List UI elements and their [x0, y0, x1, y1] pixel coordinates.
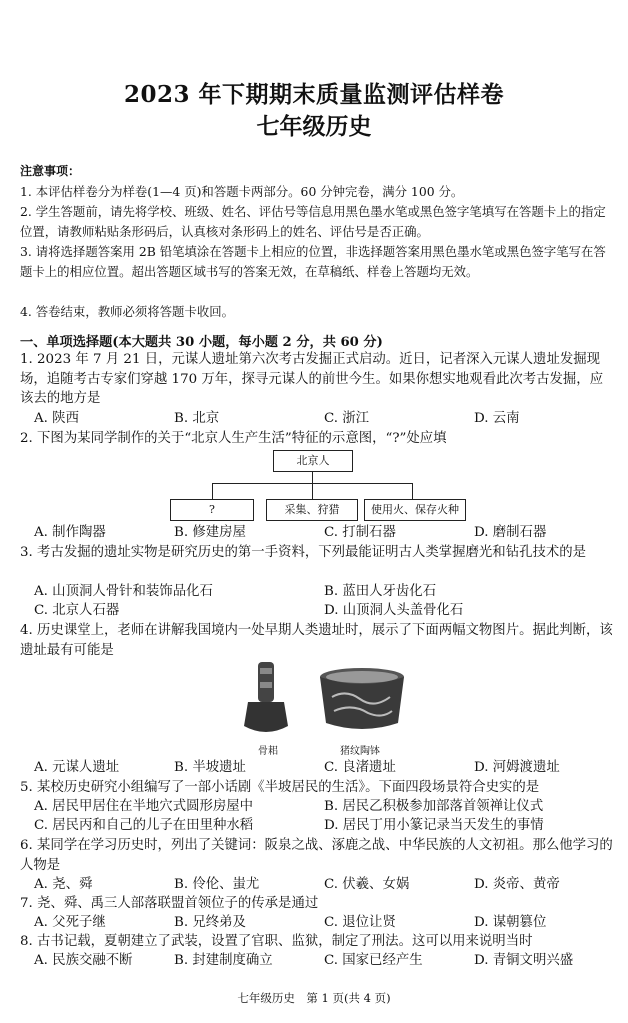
caption-bone-spade: 骨耜: [258, 746, 278, 757]
option-c: C. 打制石器: [324, 525, 396, 540]
option-a: A. 父死子继: [34, 915, 106, 930]
option-b: B. 伶伦、蚩尤: [174, 877, 260, 892]
question-4-stem: 4. 历史课堂上，老师在讲解我国境内一处早期人类遗址时，展示了下面两幅文物图片。据此判断，该遗址最有可能是: [20, 623, 613, 658]
option-c: C. 良渚遗址: [324, 760, 396, 775]
diagram-root-box: 北京人: [273, 450, 353, 472]
option-d: D. 河姆渡遗址: [474, 760, 560, 775]
option-a: A. 民族交融不断: [34, 953, 133, 968]
exam-title: 2023 年下期期末质量监测评估样卷: [123, 81, 505, 108]
option-a: A. 元谋人遗址: [34, 760, 120, 775]
option-c: C. 国家已经产生: [324, 953, 423, 968]
pig-pattern-bowl-image: [312, 665, 412, 737]
option-d: D. 青铜文明兴盛: [474, 953, 574, 968]
option-a: A. 山顶洞人骨针和装饰品化石: [34, 584, 213, 599]
option-b: B. 半坡遗址: [174, 760, 246, 775]
option-d: D. 谋朝篡位: [474, 915, 547, 930]
option-c: C. 伏羲、女娲: [324, 877, 410, 892]
question-3-stem: 3. 考古发掘的遗址实物是研究历史的第一手资料，下列最能证明古人类掌握磨光和钻孔技术的是: [20, 545, 587, 560]
option-b: B. 居民乙积极参加部落首领禅让仪式: [324, 799, 544, 814]
option-b: B. 修建房屋: [174, 525, 246, 540]
question-5-stem: 5. 某校历史研究小组编写了一部小话剧《半坡居民的生活》。下面四段场景符合史实的是: [20, 780, 540, 795]
option-c: C. 退位让贤: [324, 915, 396, 930]
diagram-fire-box: 使用火、保存火种: [364, 499, 466, 521]
caption-pig-bowl: 猪纹陶钵: [340, 746, 380, 757]
diagram-unknown-box: ?: [170, 499, 254, 521]
option-a: A. 居民甲居住在半地穴式圆形房屋中: [34, 799, 254, 814]
option-c: C. 浙江: [324, 411, 370, 426]
option-c: C. 居民丙和自己的儿子在田里种水稻: [34, 818, 254, 833]
option-a: A. 尧、舜: [34, 877, 93, 892]
notice-item: 4. 答卷结束，教师必须将答题卡收回。: [20, 304, 235, 319]
diagram-gathering-box: 采集、狩猎: [266, 499, 358, 521]
question-8-stem: 8. 古书记载，夏朝建立了武装，设置了官职、监狱，制定了刑法。这可以用来说明当时: [20, 934, 533, 949]
option-d: D. 磨制石器: [474, 525, 547, 540]
notice-item: 3. 请将选择题答案用 2B 铅笔填涂在答题卡上相应的位置，非选择题答案用黑色墨水笔或黑色签字笔写在答题卡上的相应位置。超出答题区域书写的答案无效，在草稿纸、样卷上答题均无效。: [20, 244, 606, 279]
option-c: C. 北京人石器: [34, 603, 120, 618]
option-b: B. 蓝田人牙齿化石: [324, 584, 437, 599]
bone-spade-image: [236, 660, 296, 740]
option-a: A. 陕西: [34, 411, 79, 426]
option-b: B. 兄终弟及: [174, 915, 246, 930]
notice-item: 2. 学生答题前，请先将学校、班级、姓名、评估号等信息用黑色墨水笔或黑色签字笔填写在答题卡上的指定位置，请教师粘贴条形码后，认真核对条形码上的姓名、评估号是否正确。: [20, 204, 606, 239]
page-footer: 七年级历史 第 1 页(共 4 页): [237, 991, 391, 1005]
question-2-stem: 2. 下图为某同学制作的关于“北京人生产生活”特征的示意图，“?”处应填: [20, 431, 447, 446]
question-6-stem: 6. 某同学在学习历史时，列出了关键词：阪泉之战、涿鹿之战、中华民族的人文初祖。那么他学习的人物是: [20, 838, 613, 873]
option-a: A. 制作陶器: [34, 525, 106, 540]
option-b: B. 北京: [174, 411, 220, 426]
option-d: D. 炎帝、黄帝: [474, 877, 560, 892]
option-d: D. 云南: [474, 411, 520, 426]
notice-item: 1. 本评估样卷分为样卷(1—4 页)和答题卡两部分。60 分钟完卷，满分 100 分。: [20, 184, 464, 199]
option-b: B. 封建制度确立: [174, 953, 273, 968]
option-d: D. 山顶洞人头盖骨化石: [324, 603, 464, 618]
question-1-stem: 1. 2023 年 7 月 21 日，元谋人遗址第六次考古发掘正式启动。近日，记者深入元谋人遗址发掘现场，追随考古专家们穿越 170 万年，探寻元谋人的前世今生。如果你想实地观看此次考古发掘，应该去的地方是: [20, 352, 604, 407]
notice-heading: 注意事项：: [20, 164, 81, 178]
section-heading: 一、单项选择题(本大题共 30 小题，每小题 2 分，共 60 分): [20, 335, 383, 350]
question-7-stem: 7. 尧、舜、禹三人部落联盟首领位子的传承是通过: [20, 896, 319, 911]
exam-subject: 七年级历史: [256, 113, 372, 140]
option-d: D. 居民丁用小篆记录当天发生的事情: [324, 818, 544, 833]
